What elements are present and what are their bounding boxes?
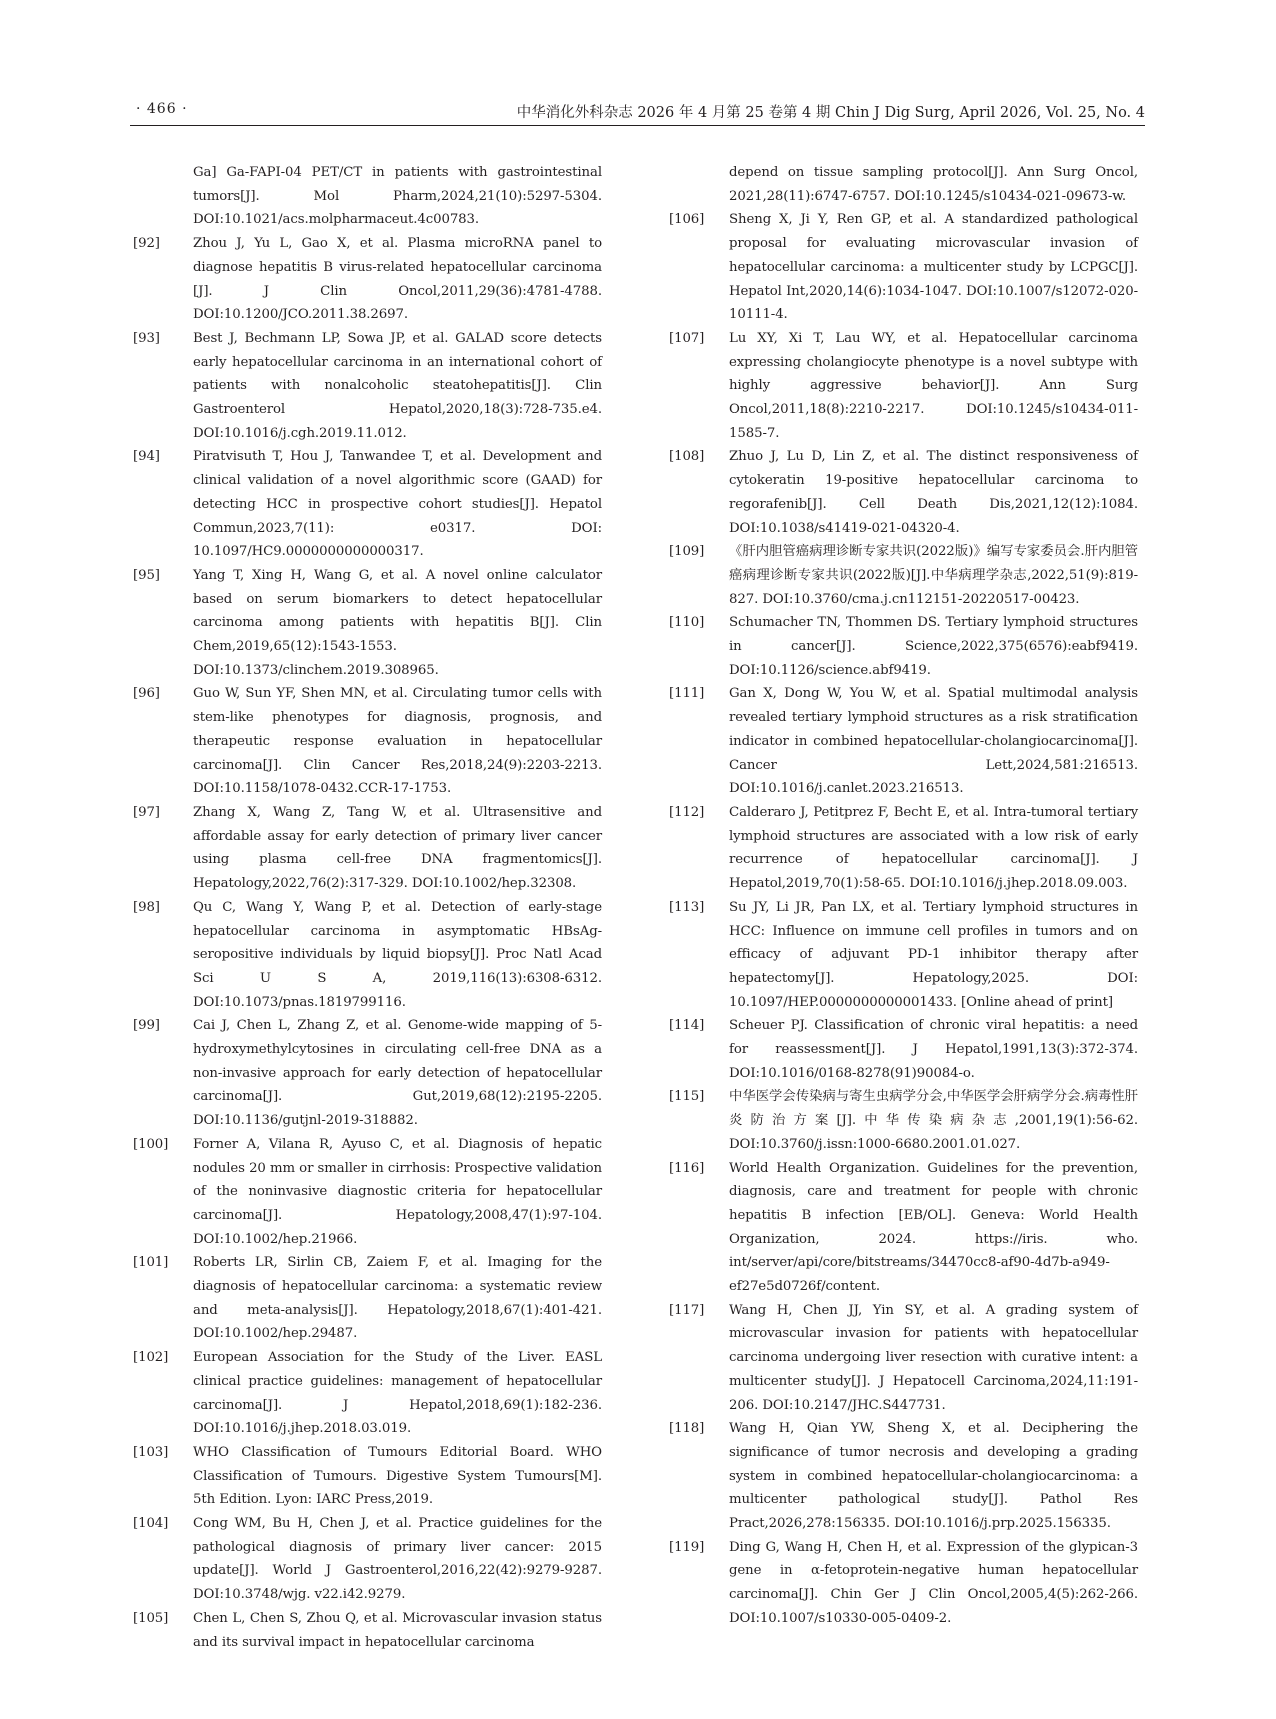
reference-number: [109] <box>669 544 705 560</box>
reference-text: Ding G, Wang H, Chen H, et al. Expression of the glypican-3 gene in α-fetoprotein-negative human hepatocellular carcinoma[J]. Chin Ger J Clin Oncol,2005,4(5):262-266. DOI:10.1007/s10330-005-0409-2. <box>729 1539 1138 1626</box>
reference-text: Forner A, Vilana R, Ayuso C, et al. Diagnosis of hepatic nodules 20 mm or smaller in cirrhosis: Prospective validation of the noninvasive diagnostic criteria for hepatocellular carcinoma[J]. Hepatology,2008,47(1):97-104. DOI:10.1002/hep.21966. <box>193 1136 602 1247</box>
reference-number: [118] <box>669 1421 705 1437</box>
reference-number: [93] <box>133 330 160 346</box>
reference-text: 中华医学会传染病与寄生虫病学分会,中华医学会肝病学分会.病毒性肝炎防治方案[J].中华传染病杂志,2001,19(1):56-62. DOI:10.3760/j.issn:1000-6680.2001.01.027. <box>729 1089 1138 1152</box>
page-header <box>130 103 1145 126</box>
reference-entry <box>133 1512 602 1607</box>
reference-entry <box>669 161 1138 208</box>
reference-text: Scheuer PJ. Classification of chronic viral hepatitis: a need for reassessment[J]. J Hepatol,1991,13(3):372-374. DOI:10.1016/0168-8278(91)90084-o. <box>729 1018 1138 1081</box>
reference-text: Zhou J, Yu L, Gao X, et al. Plasma microRNA panel to diagnose hepatitis B virus-related hepatocellular carcinoma [J]. J Clin Oncol,2011,29(36):4781-4788. DOI:10.1200/JCO.2011.38.2697. <box>193 236 602 323</box>
reference-number: [114] <box>669 1018 705 1034</box>
reference-number: [110] <box>669 615 705 631</box>
reference-number: [119] <box>669 1539 705 1555</box>
reference-entry <box>669 1299 1138 1418</box>
reference-text: Wang H, Chen JJ, Yin SY, et al. A grading system of microvascular invasion for patients with hepatocellular carcinoma undergoing liver resection with curative intent: a multicenter study[J]. J Hepatocell Carcinoma,2024,11:191-206. DOI:10.2147/JHC.S447731. <box>729 1302 1138 1413</box>
reference-number: [100] <box>133 1136 169 1152</box>
reference-number: [113] <box>669 899 705 915</box>
reference-text: 《肝内胆管癌病理诊断专家共识(2022版)》编写专家委员会.肝内胆管癌病理诊断专家共识(2022版)[J].中华病理学杂志,2022,51(9):819-827. DOI:10.3760/cma.j.cn112151-20220517-00423. <box>729 544 1138 607</box>
reference-number: [115] <box>669 1089 705 1105</box>
reference-entry <box>669 611 1138 682</box>
reference-text: Cong WM, Bu H, Chen J, et al. Practice guidelines for the pathological diagnosis of primary liver cancer: 2015 update[J]. World J Gastroenterol,2016,22(42):9279-9287. DOI:10.3748/wjg. v22.i42.9279. <box>193 1516 602 1603</box>
reference-entry <box>669 1014 1138 1085</box>
reference-text: Ga] Ga-FAPI-04 PET/CT in patients with gastrointestinal tumors[J]. Mol Pharm,2024,21(10):5297-5304. DOI:10.1021/acs.molpharmaceut.4c00783. <box>193 165 602 228</box>
reference-number: [94] <box>133 449 160 465</box>
reference-number: [102] <box>133 1350 169 1366</box>
journal-running-title: 中华消化外科杂志 2026 年 4 月第 25 卷第 4 期 Chin J Dig Surg, April 2026, Vol. 25, No. 4 <box>516 105 1145 121</box>
reference-number: [112] <box>669 804 705 820</box>
reference-entry <box>133 445 602 564</box>
reference-text: World Health Organization. Guidelines for the prevention, diagnosis, care and treatment for people with chronic hepatitis B infection [EB/OL]. Geneva: World Health Organization, 2024. https://iris. who. int/server/api/core/bitstreams/34470cc8-af90-4d7b-a949-ef27e5d0726f/content. <box>729 1160 1138 1295</box>
reference-entry <box>133 682 602 801</box>
reference-number: [101] <box>133 1255 169 1271</box>
reference-entry <box>669 540 1138 611</box>
reference-entry <box>133 896 602 1015</box>
reference-entry <box>669 1085 1138 1156</box>
reference-text: Qu C, Wang Y, Wang P, et al. Detection of early-stage hepatocellular carcinoma in asymptomatic HBsAg-seropositive individuals by liquid biopsy[J]. Proc Natl Acad Sci U S A, 2019,116(13):6308-6312. DOI:10.1073/pnas.1819799116. <box>193 899 602 1010</box>
reference-entry <box>133 1014 602 1133</box>
reference-number: [117] <box>669 1302 705 1318</box>
reference-entry <box>669 682 1138 801</box>
reference-text: Zhuo J, Lu D, Lin Z, et al. The distinct responsiveness of cytokeratin 19-positive hepatocellular carcinoma to regorafenib[J]. Cell Death Dis,2021,12(12):1084. DOI:10.1038/s41419-021-04320-4. <box>729 449 1138 536</box>
reference-number: [111] <box>669 686 705 702</box>
reference-entry <box>669 1417 1138 1536</box>
reference-text: Schumacher TN, Thommen DS. Tertiary lymphoid structures in cancer[J]. Science,2022,375(6576):eabf9419. DOI:10.1126/science.abf9419. <box>729 615 1138 678</box>
reference-text: Yang T, Xing H, Wang G, et al. A novel online calculator based on serum biomarkers to detect hepatocellular carcinoma among patients with hepatitis B[J]. Clin Chem,2019,65(12):1543-1553. DOI:10.1373/clinchem.2019.308965. <box>193 567 602 678</box>
reference-entry <box>669 896 1138 1015</box>
reference-text: depend on tissue sampling protocol[J]. Ann Surg Oncol, 2021,28(11):6747-6757. DOI:10.1245/s10434-021-09673-w. <box>729 165 1138 204</box>
reference-text: Best J, Bechmann LP, Sowa JP, et al. GALAD score detects early hepatocellular carcinoma in an international cohort of patients with nonalcoholic steatohepatitis[J]. Clin Gastroenterol Hepatol,2020,18(3):728-735.e4. DOI:10.1016/j.cgh.2019.11.012. <box>193 330 602 441</box>
reference-text: European Association for the Study of the Liver. EASL clinical practice guidelines: management of hepatocellular carcinoma[J]. J Hepatol,2018,69(1):182-236. DOI:10.1016/j.jhep.2018.03.019. <box>193 1350 602 1437</box>
reference-entry <box>133 1133 602 1252</box>
reference-text: Cai J, Chen L, Zhang Z, et al. Genome-wide mapping of 5-hydroxymethylcytosines in circulating cell-free DNA as a non-invasive approach for early detection of hepatocellular carcinoma[J]. Gut,2019,68(12):2195-2205. DOI:10.1136/gutjnl-2019-318882. <box>193 1018 602 1129</box>
reference-number: [107] <box>669 330 705 346</box>
reference-number: [106] <box>669 212 705 228</box>
reference-text: Su JY, Li JR, Pan LX, et al. Tertiary lymphoid structures in HCC: Influence on immune cell profiles in tumors and on efficacy of adjuvant PD-1 inhibitor therapy after hepatectomy[J]. Hepatology,2025. DOI: 10.1097/HEP.0000000000001433. [Online ahead of print] <box>729 899 1138 1010</box>
reference-number: [95] <box>133 567 160 583</box>
reference-entry <box>133 161 602 232</box>
reference-entry <box>669 208 1138 327</box>
reference-number: [98] <box>133 899 160 915</box>
reference-text: Sheng X, Ji Y, Ren GP, et al. A standardized pathological proposal for evaluating microvascular invasion of hepatocellular carcinoma: a multicenter study by LCPGC[J]. Hepatol Int,2020,14(6):1034-1047. DOI:10.1007/s12072-020-10111-4. <box>729 212 1138 323</box>
reference-text: Zhang X, Wang Z, Tang W, et al. Ultrasensitive and affordable assay for early detection of primary liver cancer using plasma cell-free DNA fragmentomics[J]. Hepatology,2022,76(2):317-329. DOI:10.1002/hep.32308. <box>193 804 602 892</box>
reference-entry <box>133 801 602 896</box>
reference-entry <box>133 327 602 446</box>
reference-number: [105] <box>133 1610 169 1626</box>
reference-entry <box>133 232 602 327</box>
reference-text: Lu XY, Xi T, Lau WY, et al. Hepatocellular carcinoma expressing cholangiocyte phenotype is a novel subtype with highly aggressive behavior[J]. Ann Surg Oncol,2011,18(8):2210-2217. DOI:10.1245/s10434-011-1585-7. <box>729 330 1138 441</box>
reference-text: Chen L, Chen S, Zhou Q, et al. Microvascular invasion status and its survival impact in hepatocellular carcinoma <box>193 1610 602 1650</box>
reference-number: [104] <box>133 1516 169 1532</box>
reference-text: Piratvisuth T, Hou J, Tanwandee T, et al. Development and clinical validation of a novel algorithmic score (GAAD) for detecting HCC in prospective cohort studies[J]. Hepatol Commun,2023,7(11): e0317. DOI: 10.1097/HC9.0000000000000317. <box>193 449 602 560</box>
reference-text: WHO Classification of Tumours Editorial Board. WHO Classification of Tumours. Digestive System Tumours[M]. 5th Edition. Lyon: IARC Press,2019. <box>193 1444 602 1508</box>
reference-entry <box>133 1251 602 1346</box>
reference-entry <box>669 327 1138 446</box>
reference-number: [116] <box>669 1160 705 1176</box>
reference-entry <box>669 1157 1138 1299</box>
reference-entry <box>133 1346 602 1441</box>
reference-entry <box>669 445 1138 540</box>
reference-entry <box>669 1536 1138 1631</box>
reference-number: [99] <box>133 1018 160 1034</box>
reference-number: [103] <box>133 1444 169 1460</box>
reference-text: Roberts LR, Sirlin CB, Zaiem F, et al. Imaging for the diagnosis of hepatocellular carcinoma: a systematic review and meta-analysis[J]. Hepatology,2018,67(1):401-421. DOI:10.1002/hep.29487. <box>193 1255 602 1342</box>
reference-list-left-column <box>133 161 602 1654</box>
reference-number: [96] <box>133 686 160 702</box>
page-number: · 466 · <box>136 101 188 117</box>
reference-list-right-column <box>669 161 1138 1631</box>
reference-entry <box>133 1607 602 1654</box>
reference-text: Calderaro J, Petitprez F, Becht E, et al. Intra-tumoral tertiary lymphoid structures are associated with a low risk of early recurrence of hepatocellular carcinoma[J]. J Hepatol,2019,70(1):58-65. DOI:10.1016/j.jhep.2018.09.003. <box>729 804 1138 892</box>
reference-text: Gan X, Dong W, You W, et al. Spatial multimodal analysis revealed tertiary lymphoid structures as a risk stratification indicator in combined hepatocellular-cholangiocarcinoma[J]. Cancer Lett,2024,581:216513. DOI:10.1016/j.canlet.2023.216513. <box>729 686 1138 797</box>
reference-number: [97] <box>133 804 160 820</box>
reference-text: Wang H, Qian YW, Sheng X, et al. Deciphering the significance of tumor necrosis and developing a grading system in combined hepatocellular-cholangiocarcinoma: a multicenter pathological study[J]. Pathol Res Pract,2026,278:156335. DOI:10.1016/j.prp.2025.156335. <box>729 1421 1138 1532</box>
reference-entry <box>133 564 602 683</box>
reference-number: [92] <box>133 236 160 252</box>
reference-entry <box>669 801 1138 896</box>
reference-entry <box>133 1441 602 1512</box>
reference-text: Guo W, Sun YF, Shen MN, et al. Circulating tumor cells with stem-like phenotypes for diagnosis, prognosis, and therapeutic response evaluation in hepatocellular carcinoma[J]. Clin Cancer Res,2018,24(9):2203-2213. DOI:10.1158/1078-0432.CCR-17-1753. <box>193 686 602 797</box>
reference-number: [108] <box>669 449 705 465</box>
